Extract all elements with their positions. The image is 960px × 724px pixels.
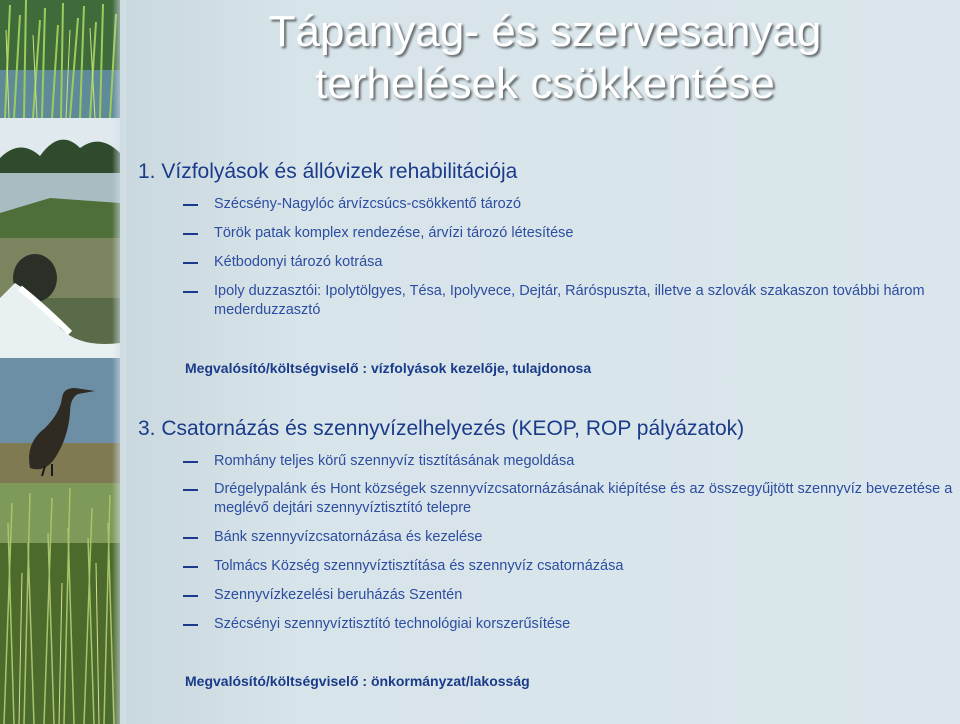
list-item bbox=[183, 224, 573, 243]
dash-bullet-icon bbox=[183, 262, 198, 264]
dash-bullet-icon bbox=[183, 537, 198, 539]
list-item-text: Szécsényi szennyvíztisztító technológiai korszerűsítése bbox=[214, 616, 571, 632]
dash-bullet-icon bbox=[183, 624, 198, 626]
list-item bbox=[183, 480, 953, 518]
slide-title bbox=[150, 6, 940, 110]
list-item bbox=[183, 452, 574, 471]
dash-bullet-icon bbox=[183, 595, 198, 597]
cormorant-photo bbox=[0, 358, 120, 483]
list-item-text: Romhány teljes körű szennyvíz tisztításának megoldása bbox=[214, 453, 575, 469]
section-3-heading: 3. Csatornázás és szennyvízelhelyezés (KEOP, ROP pályázatok) bbox=[138, 417, 745, 440]
list-item bbox=[183, 615, 570, 634]
list-item-text: Drégelypalánk és Hont községek szennyvízcsatornázásának kiépítése és az összegyűjtött szennyvíz bevezetése a meglévő dejtári szennyvíztisztító telepre bbox=[214, 481, 953, 516]
list-item bbox=[183, 253, 382, 272]
list-item-text: Szennyvízkezelési beruházás Szentén bbox=[214, 587, 463, 603]
dash-bullet-icon bbox=[183, 489, 198, 491]
section-1-implementer: Megvalósító/költségviselő : vízfolyások kezelője, tulajdonosa bbox=[185, 360, 592, 376]
list-item bbox=[183, 557, 623, 576]
section-3-implementer: Megvalósító/költségviselő : önkormányzat/lakosság bbox=[185, 673, 530, 689]
list-item bbox=[183, 586, 462, 605]
dash-bullet-icon bbox=[183, 461, 198, 463]
dash-bullet-icon bbox=[183, 233, 198, 235]
dash-bullet-icon bbox=[183, 204, 198, 206]
grass-photo bbox=[0, 483, 120, 724]
strip-fade bbox=[112, 0, 126, 724]
photo-strip bbox=[0, 0, 120, 724]
dash-bullet-icon bbox=[183, 291, 198, 293]
list-item-text: Kétbodonyi tározó kotrása bbox=[214, 254, 383, 270]
list-item-text: Tolmács Község szennyvíztisztítása és szennyvíz csatornázása bbox=[214, 558, 624, 574]
list-item-text: Bánk szennyvízcsatornázása és kezelése bbox=[214, 529, 483, 545]
reeds-photo bbox=[0, 0, 120, 118]
list-item bbox=[183, 282, 953, 320]
river-photo bbox=[0, 118, 120, 238]
list-item-text: Török patak komplex rendezése, árvízi tározó létesítése bbox=[214, 225, 574, 241]
title-line-1: Tápanyag- és szervesanyag bbox=[268, 7, 822, 56]
list-item-text: Ipoly duzzasztói: Ipolytölgyes, Tésa, Ipolyvece, Dejtár, Ráróspuszta, illetve a szlovák szakaszon további három mederduzzasztó bbox=[214, 283, 925, 318]
section-1-heading: 1. Vízfolyások és állóvizek rehabilitációja bbox=[138, 160, 518, 183]
title-line-2: terhelések csökkentése bbox=[315, 59, 775, 108]
weir-photo bbox=[0, 238, 120, 358]
list-item bbox=[183, 195, 521, 214]
list-item bbox=[183, 528, 482, 547]
dash-bullet-icon bbox=[183, 566, 198, 568]
list-item-text: Szécsény-Nagylóc árvízcsúcs-csökkentő tározó bbox=[214, 196, 522, 212]
